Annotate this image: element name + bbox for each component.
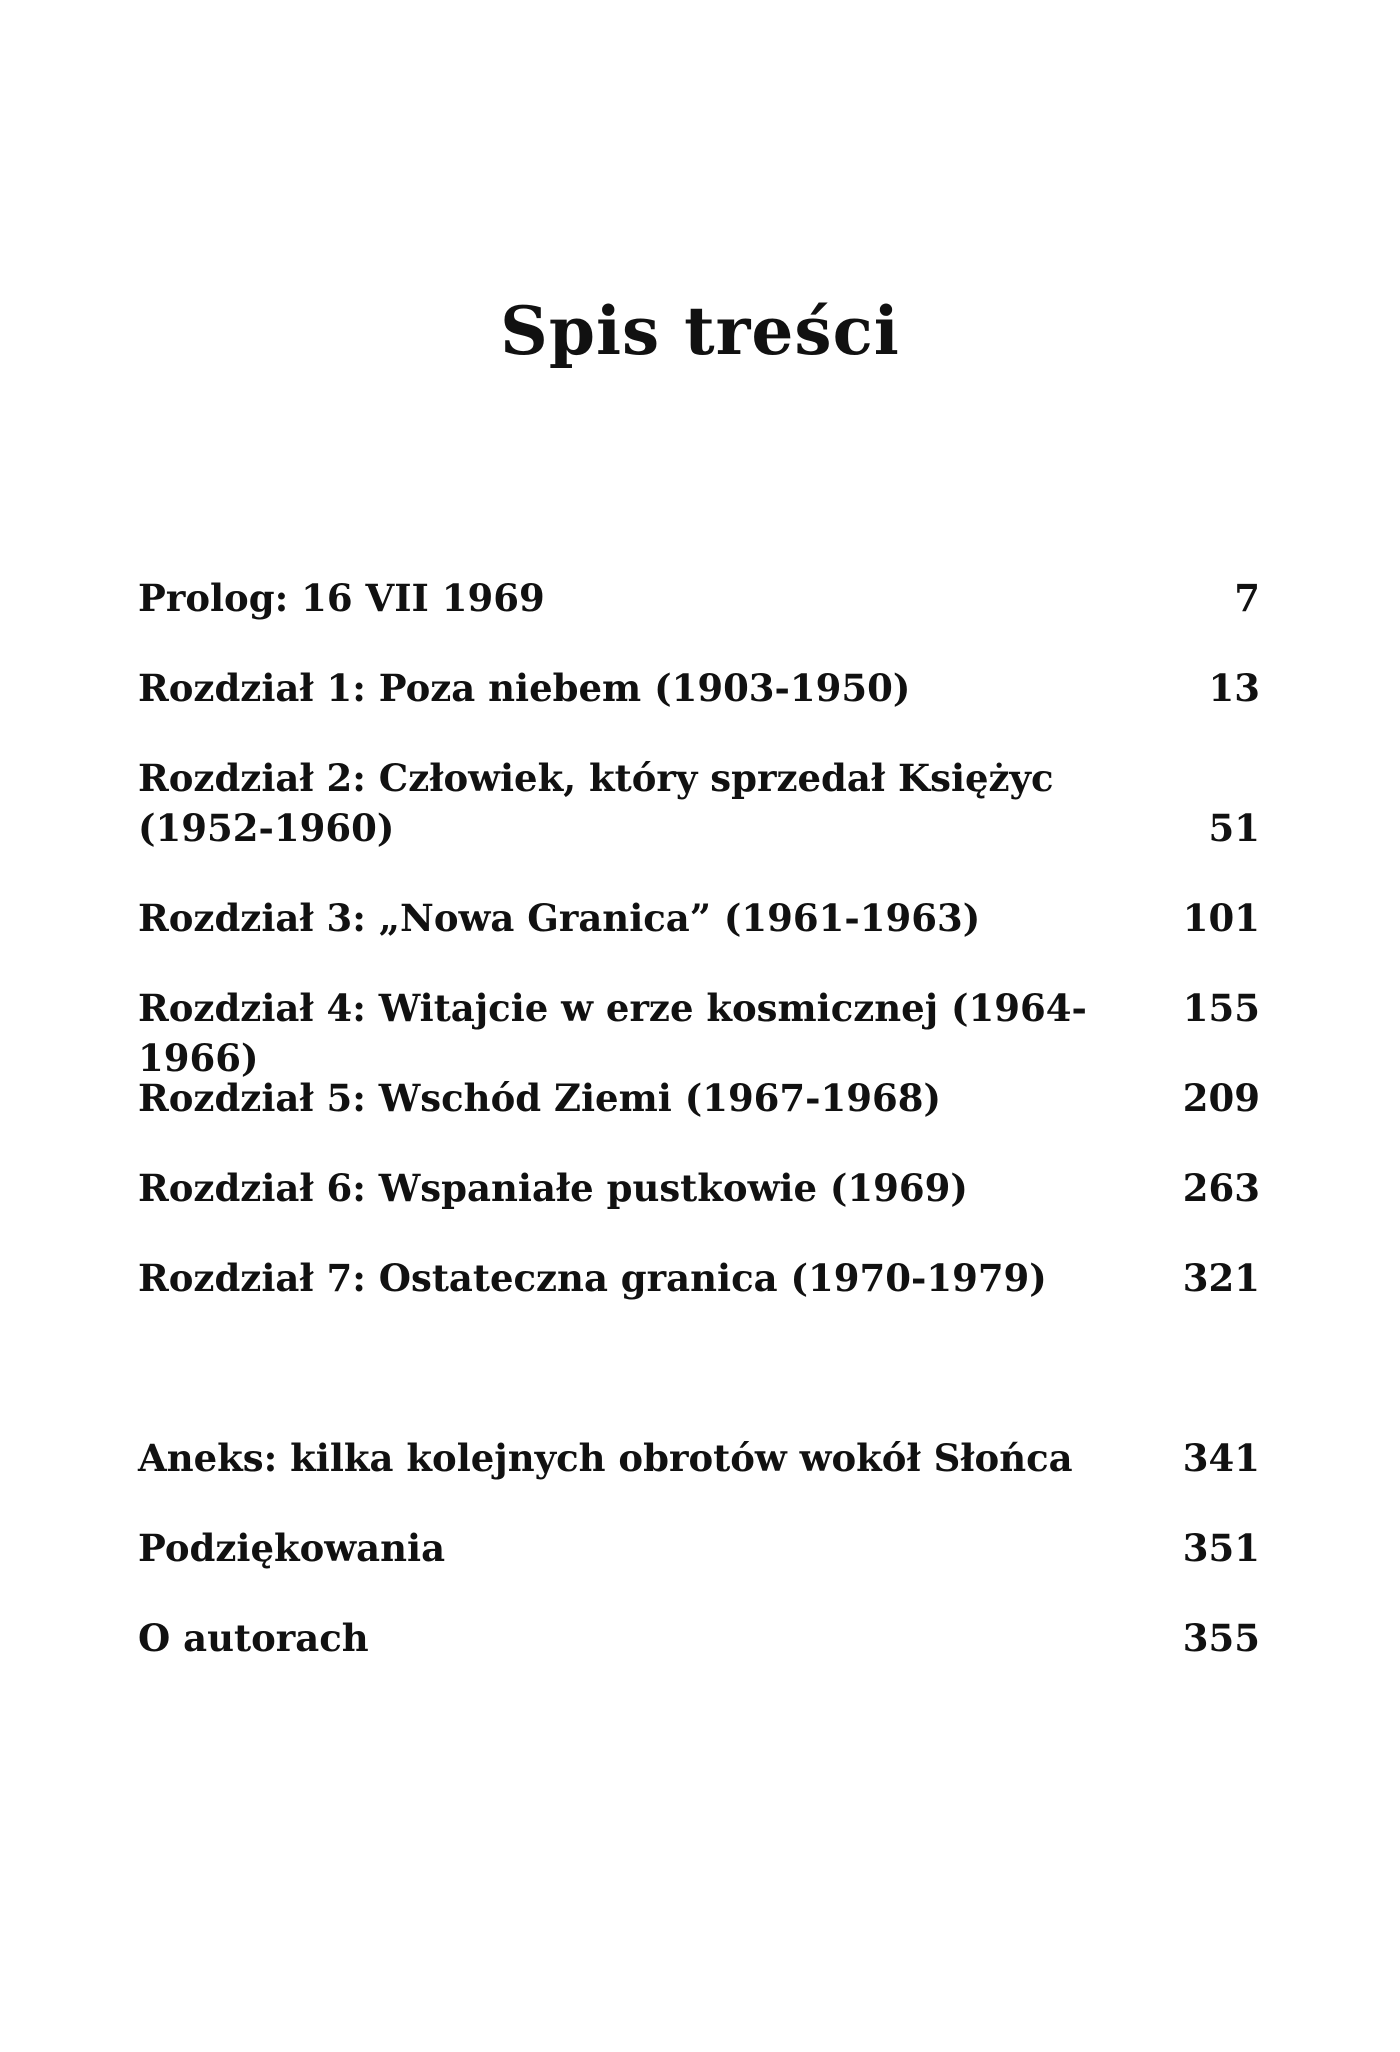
toc-entry-appendix — [138, 1433, 1260, 1483]
toc-entry-page: 321 — [1182, 1256, 1260, 1300]
toc-entry-label: Rozdział 1: Poza niebem (1903-1950) — [138, 666, 911, 710]
toc-entry-label: Rozdział 5: Wschód Ziemi (1967-1968) — [138, 1076, 942, 1120]
toc-entry-prolog — [138, 573, 1260, 623]
toc-entry-label: Rozdział 7: Ostateczna granica (1970-1979) — [138, 1256, 1047, 1300]
toc-entry-page: 341 — [1182, 1436, 1260, 1480]
toc-entry-chapter-7 — [138, 1253, 1260, 1303]
toc-entry-page: 13 — [1208, 666, 1260, 710]
toc-entry-chapter-1 — [138, 663, 1260, 713]
toc-entry-label: Rozdział 2: Człowiek, który sprzedał Księżyc (1952-1960) — [138, 756, 1054, 850]
toc-entry-label: Prolog: 16 VII 1969 — [138, 576, 545, 620]
toc-entry-chapter-3 — [138, 893, 1260, 943]
toc-entry-label: Aneks: kilka kolejnych obrotów wokół Słońca — [138, 1436, 1073, 1480]
toc-entry-page: 101 — [1182, 896, 1260, 940]
toc-entry-chapter-5 — [138, 1073, 1260, 1123]
toc-entry-page: 7 — [1234, 576, 1260, 620]
toc-entry-about-authors — [138, 1613, 1260, 1663]
toc-entry-label: O autorach — [138, 1616, 369, 1660]
page-title: Spis treści — [500, 292, 900, 370]
toc-entry-chapter-6 — [138, 1163, 1260, 1213]
toc-entry-label: Rozdział 6: Wspaniałe pustkowie (1969) — [138, 1166, 968, 1210]
toc-entry-page: 351 — [1182, 1526, 1260, 1570]
toc-entry-page: 209 — [1182, 1076, 1260, 1120]
toc-entry-label: Rozdział 3: „Nowa Granica” (1961-1963) — [138, 896, 981, 940]
toc-entry-page: 155 — [1182, 986, 1260, 1030]
toc-entry-chapter-2 — [138, 753, 1260, 853]
toc-entry-page: 355 — [1182, 1616, 1260, 1660]
toc-entry-page: 263 — [1182, 1166, 1260, 1210]
toc-entry-chapter-4 — [138, 983, 1260, 1080]
toc-entry-label: Rozdział 4: Witajcie w erze kosmicznej (1964-1966) — [138, 986, 1087, 1080]
toc-entry-acknowledgements — [138, 1523, 1260, 1573]
toc-entry-page: 51 — [1208, 806, 1260, 850]
toc-entry-label: Podziękowania — [138, 1526, 446, 1570]
